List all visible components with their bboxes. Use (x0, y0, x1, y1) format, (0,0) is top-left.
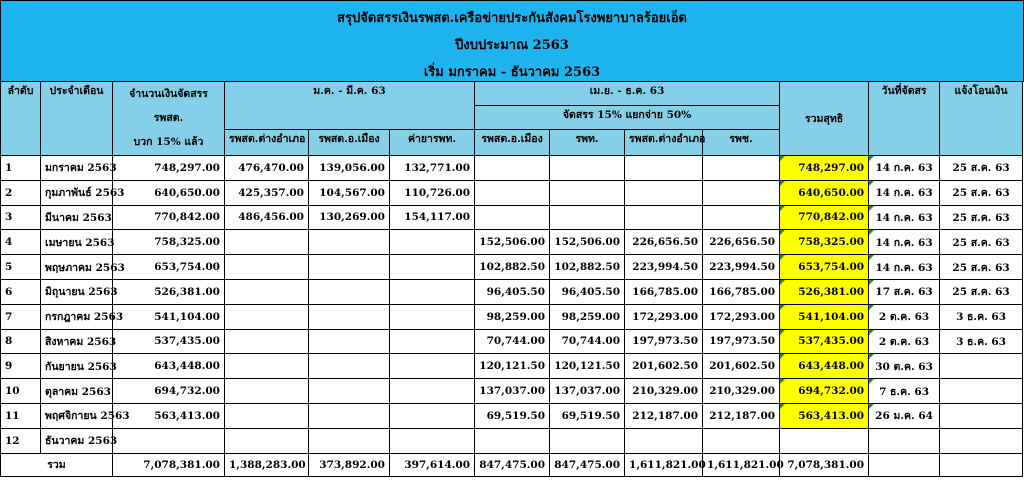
cell-transfer-notice (940, 379, 1023, 404)
cell-allocation: 653,754.00 (113, 255, 225, 280)
cell-allocation: 770,842.00 (113, 205, 225, 230)
cell-seq: 11 (1, 403, 41, 428)
cell-seq: 5 (1, 255, 41, 280)
cell-transfer-notice: 25 ส.ค. 63 (940, 156, 1023, 181)
cell-net-total: 643,448.00 (780, 354, 869, 379)
cell-b-community-hospital: 212,187.00 (703, 403, 780, 428)
allocation-header-line2: รพสต. (153, 112, 184, 124)
cell-month: สิงหาคม 2563 (41, 329, 113, 354)
cell-alloc-date: 2 ต.ค. 63 (869, 329, 940, 354)
cell-b-mueang (475, 156, 550, 181)
table-row (1, 255, 1023, 280)
cell-net-total: 541,104.00 (780, 304, 869, 329)
cell-a-other-district (225, 354, 309, 379)
cell-month: กันยายน 2563 (41, 354, 113, 379)
cell-b-hospital (550, 205, 625, 230)
cell-allocation: 541,104.00 (113, 304, 225, 329)
cell-a-mueang (309, 379, 390, 404)
cell-b-hospital: 96,405.50 (550, 279, 625, 304)
cell-a-other-district (225, 379, 309, 404)
totals-label: รวม (1, 453, 113, 476)
cell-b-community-hospital: 210,329.00 (703, 379, 780, 404)
table-row (1, 329, 1023, 354)
cell-transfer-notice: 25 ส.ค. 63 (940, 230, 1023, 255)
cell-a-other-district (225, 403, 309, 428)
cell-a-mueang (309, 279, 390, 304)
table-row (1, 156, 1023, 181)
cell-net-total: 748,297.00 (780, 156, 869, 181)
total-b-hospital: 847,475.00 (550, 453, 625, 476)
cell-b-other-district (625, 156, 703, 181)
cell-month: มกราคม 2563 (41, 156, 113, 181)
cell-seq: 7 (1, 304, 41, 329)
total-a-drug-cost: 397,614.00 (390, 453, 475, 476)
cell-b-other-district (625, 180, 703, 205)
cell-a-other-district (225, 329, 309, 354)
col-header-alloc-date: วันที่จัดสร (869, 82, 940, 156)
total-b-community-hospital: 1,611,821.00 (703, 453, 780, 476)
cell-allocation: 537,435.00 (113, 329, 225, 354)
cell-a-drug-cost: 110,726.00 (390, 180, 475, 205)
col-header-b-community-hospital: รพช. (703, 130, 780, 156)
cell-seq: 2 (1, 180, 41, 205)
cell-alloc-date: 30 ต.ค. 63 (869, 354, 940, 379)
cell-seq: 1 (1, 156, 41, 181)
cell-seq: 6 (1, 279, 41, 304)
cell-seq: 3 (1, 205, 41, 230)
total-a-other-district: 1,388,283.00 (225, 453, 309, 476)
cell-b-mueang: 152,506.00 (475, 230, 550, 255)
cell-b-other-district: 223,994.50 (625, 255, 703, 280)
cell-b-community-hospital: 172,293.00 (703, 304, 780, 329)
table-body (1, 156, 1023, 454)
cell-a-drug-cost: 154,117.00 (390, 205, 475, 230)
table-row (1, 403, 1023, 428)
col-header-b-hospital: รพท. (550, 130, 625, 156)
cell-a-other-district (225, 304, 309, 329)
cell-a-drug-cost (390, 230, 475, 255)
col-header-b-mueang: รพสต.อ.เมือง (475, 130, 550, 156)
cell-a-other-district (225, 279, 309, 304)
cell-a-drug-cost: 132,771.00 (390, 156, 475, 181)
cell-alloc-date: 14 ก.ค. 63 (869, 180, 940, 205)
cell-a-drug-cost (390, 304, 475, 329)
cell-b-mueang: 120,121.50 (475, 354, 550, 379)
cell-net-total: 563,413.00 (780, 403, 869, 428)
cell-seq: 10 (1, 379, 41, 404)
cell-month: ธันวาคม 2563 (41, 428, 113, 453)
cell-allocation: 563,413.00 (113, 403, 225, 428)
cell-a-other-district: 476,470.00 (225, 156, 309, 181)
table-row (1, 230, 1023, 255)
cell-a-mueang (309, 403, 390, 428)
cell-a-mueang (309, 354, 390, 379)
group-subheader-split: จัดสรร 15% แยกจ่าย 50% (475, 106, 780, 130)
cell-a-mueang: 130,269.00 (309, 205, 390, 230)
total-notify-empty (940, 453, 1023, 476)
cell-month: พฤศจิกายน 2563 (41, 403, 113, 428)
cell-b-hospital: 69,519.50 (550, 403, 625, 428)
cell-seq: 8 (1, 329, 41, 354)
cell-a-drug-cost (390, 329, 475, 354)
cell-b-hospital: 102,882.50 (550, 255, 625, 280)
cell-allocation: 640,650.00 (113, 180, 225, 205)
cell-transfer-notice: 25 ส.ค. 63 (940, 180, 1023, 205)
cell-b-mueang: 70,744.00 (475, 329, 550, 354)
cell-month: มิถุนายน 2563 (41, 279, 113, 304)
cell-allocation: 748,297.00 (113, 156, 225, 181)
cell-a-drug-cost (390, 403, 475, 428)
cell-alloc-date: 17 ส.ค. 63 (869, 279, 940, 304)
cell-a-mueang (309, 304, 390, 329)
cell-allocation: 694,732.00 (113, 379, 225, 404)
cell-a-mueang (309, 428, 390, 453)
cell-b-community-hospital: 197,973.50 (703, 329, 780, 354)
table-row (1, 279, 1023, 304)
cell-a-other-district (225, 428, 309, 453)
cell-b-other-district: 210,329.00 (625, 379, 703, 404)
cell-b-mueang (475, 205, 550, 230)
cell-a-mueang: 104,567.00 (309, 180, 390, 205)
cell-b-mueang (475, 180, 550, 205)
cell-transfer-notice: 3 ธ.ค. 63 (940, 329, 1023, 354)
cell-month: ตุลาคม 2563 (41, 379, 113, 404)
cell-net-total (780, 428, 869, 453)
cell-b-other-district: 166,785.00 (625, 279, 703, 304)
cell-b-other-district: 201,602.50 (625, 354, 703, 379)
col-header-a-mueang: รพสต.อ.เมือง (309, 130, 390, 156)
cell-b-other-district: 172,293.00 (625, 304, 703, 329)
cell-b-community-hospital: 223,994.50 (703, 255, 780, 280)
cell-a-drug-cost (390, 255, 475, 280)
cell-allocation: 526,381.00 (113, 279, 225, 304)
cell-b-hospital: 120,121.50 (550, 354, 625, 379)
cell-transfer-notice: 25 ส.ค. 63 (940, 279, 1023, 304)
cell-b-mueang: 137,037.00 (475, 379, 550, 404)
cell-seq: 12 (1, 428, 41, 453)
col-header-allocation (113, 82, 225, 156)
table-row (1, 379, 1023, 404)
cell-b-other-district: 226,656.50 (625, 230, 703, 255)
cell-allocation (113, 428, 225, 453)
allocation-header-line1: จำนวนเงินจัดสรร (129, 88, 208, 100)
cell-b-community-hospital: 201,602.50 (703, 354, 780, 379)
cell-alloc-date: 26 ม.ค. 64 (869, 403, 940, 428)
cell-b-community-hospital (703, 180, 780, 205)
col-header-seq: ลำดับ (1, 82, 41, 156)
total-a-mueang: 373,892.00 (309, 453, 390, 476)
group-header-apr-dec: เม.ย. - ธ.ค. 63 (475, 82, 780, 106)
total-allocation: 7,078,381.00 (113, 453, 225, 476)
col-header-a-other-district: รพสต.ต่างอำเภอ (225, 130, 309, 156)
cell-alloc-date: 14 ก.ค. 63 (869, 156, 940, 181)
cell-transfer-notice: 25 ส.ค. 63 (940, 205, 1023, 230)
cell-a-other-district (225, 230, 309, 255)
cell-a-other-district (225, 255, 309, 280)
cell-a-other-district: 425,357.00 (225, 180, 309, 205)
cell-net-total: 770,842.00 (780, 205, 869, 230)
cell-transfer-notice: 25 ส.ค. 63 (940, 255, 1023, 280)
cell-b-hospital (550, 428, 625, 453)
period-range: เริ่ม มกราคม - ธันวาคม 2563 (423, 65, 601, 80)
total-b-mueang: 847,475.00 (475, 453, 550, 476)
table-header (1, 82, 1023, 156)
cell-a-mueang (309, 255, 390, 280)
table-row (1, 304, 1023, 329)
cell-transfer-notice (940, 354, 1023, 379)
cell-b-community-hospital: 166,785.00 (703, 279, 780, 304)
cell-a-drug-cost (390, 428, 475, 453)
col-header-transfer-notice: แจ้งโอนเงิน (940, 82, 1023, 156)
cell-a-other-district: 486,456.00 (225, 205, 309, 230)
cell-net-total: 653,754.00 (780, 255, 869, 280)
allocation-header-line3: บวก 15% แล้ว (133, 136, 204, 148)
cell-alloc-date: 7 ธ.ค. 63 (869, 379, 940, 404)
cell-month: เมษายน 2563 (41, 230, 113, 255)
cell-month: กุมภาพันธ์ 2563 (41, 180, 113, 205)
totals-row (1, 453, 1023, 476)
cell-b-mueang: 96,405.50 (475, 279, 550, 304)
cell-b-hospital: 137,037.00 (550, 379, 625, 404)
table-row (1, 354, 1023, 379)
cell-net-total: 758,325.00 (780, 230, 869, 255)
col-header-a-drug-cost: ค่ายารพท. (390, 130, 475, 156)
col-header-net-total: รวมสุทธิ (780, 82, 869, 156)
cell-alloc-date: 2 ต.ค. 63 (869, 304, 940, 329)
cell-b-other-district: 212,187.00 (625, 403, 703, 428)
cell-net-total: 526,381.00 (780, 279, 869, 304)
cell-a-mueang (309, 230, 390, 255)
table-row (1, 205, 1023, 230)
cell-b-other-district (625, 205, 703, 230)
cell-b-mueang: 102,882.50 (475, 255, 550, 280)
sheet-title: สรุปจัดสรรเงินรพสต.เครือข่ายประกันสังคมโรงพยาบาลร้อยเอ็ด (337, 11, 687, 26)
table-footer (1, 453, 1023, 476)
cell-transfer-notice (940, 403, 1023, 428)
title-band (0, 0, 1024, 82)
cell-alloc-date: 14 ก.ค. 63 (869, 255, 940, 280)
cell-month: พฤษภาคม 2563 (41, 255, 113, 280)
col-header-b-other-district: รพสต.ต่างอำเภอ (625, 130, 703, 156)
cell-b-other-district: 197,973.50 (625, 329, 703, 354)
cell-b-mueang: 69,519.50 (475, 403, 550, 428)
cell-b-hospital: 98,259.00 (550, 304, 625, 329)
cell-allocation: 643,448.00 (113, 354, 225, 379)
cell-net-total: 694,732.00 (780, 379, 869, 404)
cell-seq: 4 (1, 230, 41, 255)
table-row (1, 180, 1023, 205)
cell-b-community-hospital (703, 205, 780, 230)
fiscal-year: ปีงบประมาณ 2563 (455, 38, 569, 53)
cell-net-total: 640,650.00 (780, 180, 869, 205)
cell-month: กรกฎาคม 2563 (41, 304, 113, 329)
cell-alloc-date: 14 ก.ค. 63 (869, 205, 940, 230)
cell-b-mueang: 98,259.00 (475, 304, 550, 329)
cell-a-drug-cost (390, 379, 475, 404)
cell-b-community-hospital (703, 428, 780, 453)
allocation-table (0, 81, 1023, 477)
cell-transfer-notice: 3 ธ.ค. 63 (940, 304, 1023, 329)
cell-a-mueang: 139,056.00 (309, 156, 390, 181)
cell-b-community-hospital: 226,656.50 (703, 230, 780, 255)
cell-transfer-notice (940, 428, 1023, 453)
cell-month: มีนาคม 2563 (41, 205, 113, 230)
cell-b-hospital: 70,744.00 (550, 329, 625, 354)
cell-b-hospital (550, 180, 625, 205)
cell-b-other-district (625, 428, 703, 453)
total-net: 7,078,381.00 (780, 453, 869, 476)
cell-allocation: 758,325.00 (113, 230, 225, 255)
cell-seq: 9 (1, 354, 41, 379)
cell-alloc-date: 14 ก.ค. 63 (869, 230, 940, 255)
cell-b-hospital: 152,506.00 (550, 230, 625, 255)
cell-b-mueang (475, 428, 550, 453)
cell-b-hospital (550, 156, 625, 181)
group-header-jan-mar: ม.ค. - มี.ค. 63 (225, 82, 475, 130)
cell-a-mueang (309, 329, 390, 354)
total-date-empty (869, 453, 940, 476)
cell-a-drug-cost (390, 279, 475, 304)
total-b-other-district: 1,611,821.00 (625, 453, 703, 476)
cell-b-community-hospital (703, 156, 780, 181)
cell-alloc-date (869, 428, 940, 453)
table-row (1, 428, 1023, 453)
col-header-month: ประจำเดือน (41, 82, 113, 156)
cell-a-drug-cost (390, 354, 475, 379)
cell-net-total: 537,435.00 (780, 329, 869, 354)
